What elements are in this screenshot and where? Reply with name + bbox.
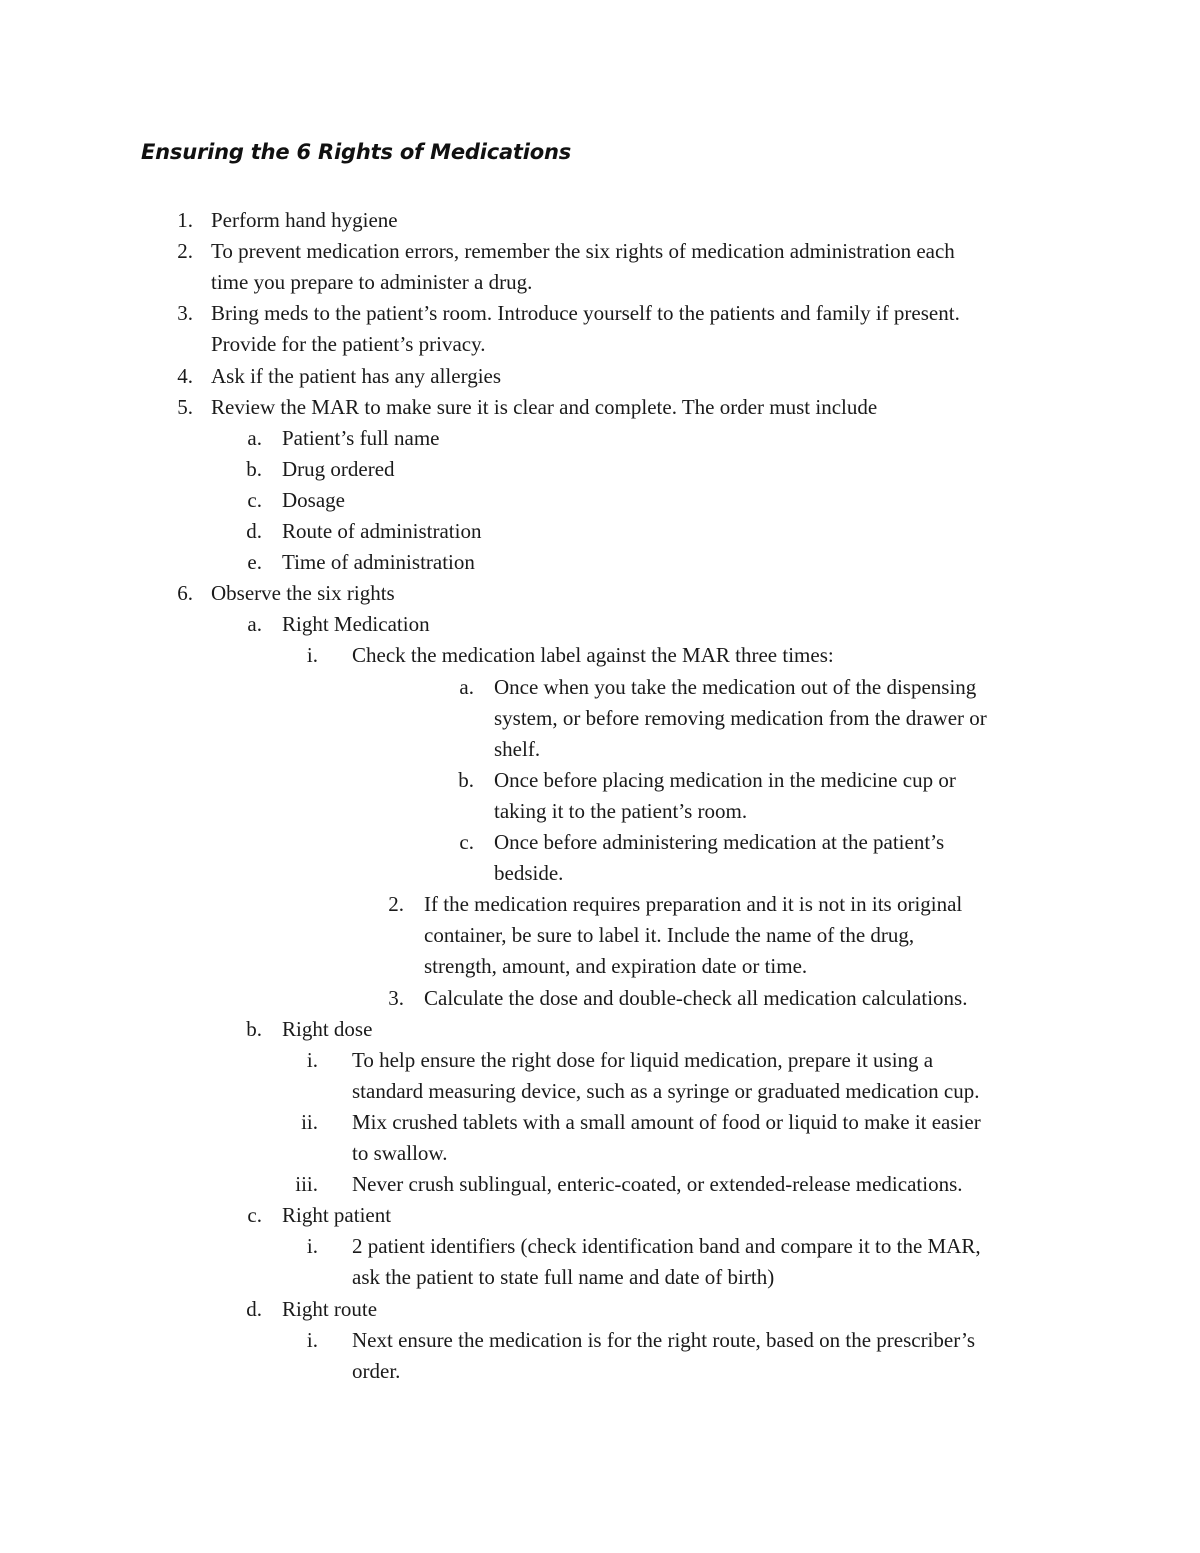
list-item-text: 2 patient identifiers (check identification band and compare it to the MAR, bbox=[352, 1234, 981, 1259]
list-item-text: To prevent medication errors, remember the six rights of medication administration each bbox=[211, 239, 955, 264]
list-item-text: Dosage bbox=[282, 487, 345, 512]
list-marker: d. bbox=[246, 519, 262, 543]
list-marker: ii. bbox=[301, 1109, 318, 1134]
list-item-text: Patient’s full name bbox=[282, 425, 440, 450]
list-marker: a. bbox=[247, 425, 262, 450]
list-item-text: Route of administration bbox=[282, 519, 482, 543]
list-item-text: system, or before removing medication from the drawer or bbox=[494, 705, 987, 730]
list-item-text: bedside. bbox=[494, 861, 564, 886]
list-marker: d. bbox=[246, 1296, 262, 1321]
list-item-text: Drug ordered bbox=[282, 456, 395, 481]
list-marker: 1. bbox=[177, 208, 193, 232]
list-item-text: Check the medication label against the MAR three times: bbox=[352, 643, 834, 668]
list-item-text: Next ensure the medication is for the right route, based on the prescriber’s bbox=[352, 1327, 975, 1352]
list-item-text: time you prepare to administer a drug. bbox=[211, 270, 533, 295]
list-item-text: Provide for the patient’s privacy. bbox=[211, 332, 486, 357]
list-marker: i. bbox=[306, 1047, 318, 1072]
document-title: Ensuring the 6 Rights of Medications bbox=[141, 140, 572, 164]
list-item-text: Ask if the patient has any allergies bbox=[211, 363, 502, 388]
list-marker: b. bbox=[246, 1016, 262, 1041]
list-item-text: standard measuring device, such as a syringe or graduated medication cup. bbox=[352, 1078, 980, 1103]
list-marker: i. bbox=[306, 1327, 318, 1352]
list-item-text: Mix crushed tablets with a small amount of food or liquid to make it easier bbox=[352, 1109, 981, 1134]
list-item-text: Once before placing medication in the medicine cup or bbox=[494, 767, 956, 792]
list-item-text: Observe the six rights bbox=[211, 581, 395, 606]
list-item-text: strength, amount, and expiration date or time. bbox=[424, 954, 808, 979]
list-item-text: Review the MAR to make sure it is clear and complete. The order must include bbox=[211, 394, 878, 419]
list-item-text: Calculate the dose and double-check all medication calculations. bbox=[424, 985, 968, 1010]
list-item-text: Right dose bbox=[282, 1016, 373, 1041]
list-item-text: order. bbox=[352, 1358, 401, 1383]
list-item-text: container, be sure to label it. Include the name of the drug, bbox=[424, 923, 915, 948]
list-marker: 2. bbox=[388, 892, 404, 917]
list-item-text: Once before administering medication at the patient’s bbox=[494, 830, 945, 854]
list-marker: a. bbox=[459, 674, 474, 699]
list-marker: 3. bbox=[388, 985, 404, 1010]
list-marker: c. bbox=[459, 830, 474, 854]
list-item-text: If the medication requires preparation and it is not in its original bbox=[424, 892, 963, 917]
list-marker: a. bbox=[247, 612, 262, 637]
list-marker: iii. bbox=[295, 1172, 318, 1197]
list-marker: c. bbox=[247, 1203, 262, 1228]
list-item-text: Perform hand hygiene bbox=[211, 208, 398, 232]
list-marker: c. bbox=[247, 487, 262, 512]
list-marker: e. bbox=[247, 550, 262, 575]
list-item-text: Never crush sublingual, enteric-coated, or extended-release medications. bbox=[352, 1172, 963, 1197]
list-item-text: Right route bbox=[282, 1296, 378, 1321]
list-item-text: Once when you take the medication out of the dispensing bbox=[494, 674, 977, 699]
list-marker: 4. bbox=[177, 363, 193, 388]
list-item-text: Right patient bbox=[282, 1203, 392, 1228]
list-marker: b. bbox=[246, 456, 262, 481]
list-item-text: shelf. bbox=[494, 736, 541, 761]
list-item-text: taking it to the patient’s room. bbox=[494, 798, 748, 823]
list-marker: b. bbox=[458, 767, 474, 792]
list-item-text: to swallow. bbox=[352, 1141, 448, 1165]
list-marker: i. bbox=[306, 1234, 318, 1259]
list-item-text: Bring meds to the patient’s room. Introduce yourself to the patients and family if present. bbox=[211, 301, 960, 326]
list-marker: 3. bbox=[177, 301, 193, 326]
list-item-text: Right Medication bbox=[282, 612, 430, 637]
list-item-text: To help ensure the right dose for liquid medication, prepare it using a bbox=[352, 1047, 934, 1072]
list-item-text: Time of administration bbox=[282, 550, 475, 575]
list-marker: 5. bbox=[177, 394, 193, 419]
list-marker: i. bbox=[306, 643, 318, 668]
list-marker: 6. bbox=[177, 581, 193, 606]
list-marker: 2. bbox=[177, 239, 193, 264]
list-item-text: ask the patient to state full name and date of birth) bbox=[352, 1265, 775, 1290]
